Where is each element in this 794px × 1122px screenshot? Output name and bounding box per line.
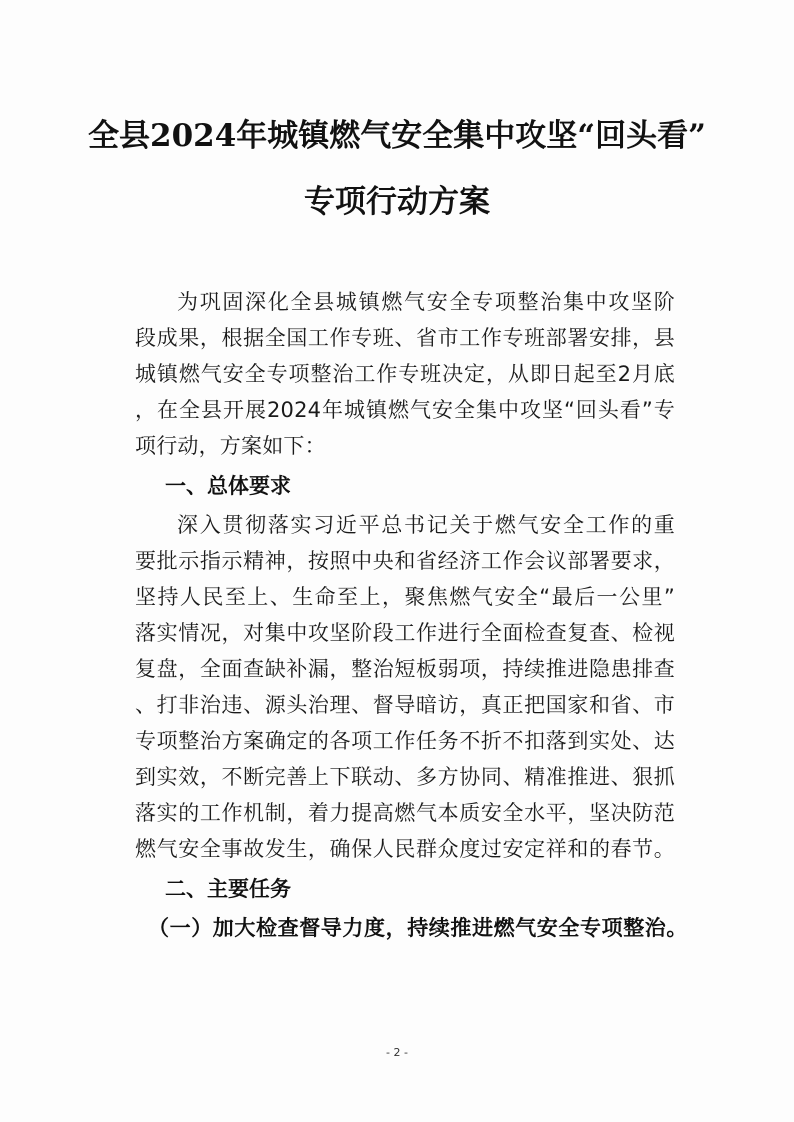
section1-paragraph-line: 落实情况，对集中攻坚阶段工作进行全面检查复查、检视 — [135, 621, 675, 645]
section1-paragraph-line: 复盘，全面查缺补漏，整治短板弱项，持续推进隐患排查 — [135, 657, 675, 681]
page-number: - 2 - — [386, 1046, 408, 1059]
section1-paragraph-line: 、打非治违、源头治理、督导暗访，真正把国家和省、市 — [135, 693, 675, 717]
section-heading-general-requirements: 一、总体要求 — [165, 474, 291, 498]
intro-paragraph-line: 段成果，根据全国工作专班、省市工作专班部署安排，县 — [135, 326, 675, 350]
section1-paragraph-line: 要批示指示精神，按照中央和省经济工作会议部署要求， — [135, 549, 675, 573]
section1-paragraph-line: 落实的工作机制，着力提高燃气本质安全水平，坚决防范 — [135, 801, 675, 825]
intro-paragraph-line: 项行动，方案如下： — [135, 434, 326, 458]
section1-paragraph-line: 深入贯彻落实习近平总书记关于燃气安全工作的重 — [177, 513, 675, 537]
subsection-heading-1: （一）加大检查督导力度，持续推进燃气安全专项整治。 — [148, 915, 688, 940]
intro-paragraph-line: ，在全县开展2024年城镇燃气安全集中攻坚“回头看”专 — [135, 398, 675, 422]
document-title-line-1: 全县2024年城镇燃气安全集中攻坚“回头看” — [88, 118, 706, 154]
section-heading-main-tasks: 二、主要任务 — [165, 877, 291, 901]
section1-paragraph-line: 燃气安全事故发生，确保人民群众度过安定祥和的春节。 — [135, 837, 675, 861]
section1-paragraph-line: 坚持人民至上、生命至上，聚焦燃气安全“最后一公里” — [135, 585, 675, 609]
document-title-line-2: 专项行动方案 — [304, 184, 490, 220]
intro-paragraph-line: 城镇燃气安全专项整治工作专班决定，从即日起至2月底 — [135, 362, 675, 386]
section1-paragraph-line: 到实效，不断完善上下联动、多方协同、精准推进、狠抓 — [135, 765, 675, 789]
intro-paragraph-line: 为巩固深化全县城镇燃气安全专项整治集中攻坚阶 — [177, 290, 675, 314]
section1-paragraph-line: 专项整治方案确定的各项工作任务不折不扣落到实处、达 — [135, 729, 675, 753]
